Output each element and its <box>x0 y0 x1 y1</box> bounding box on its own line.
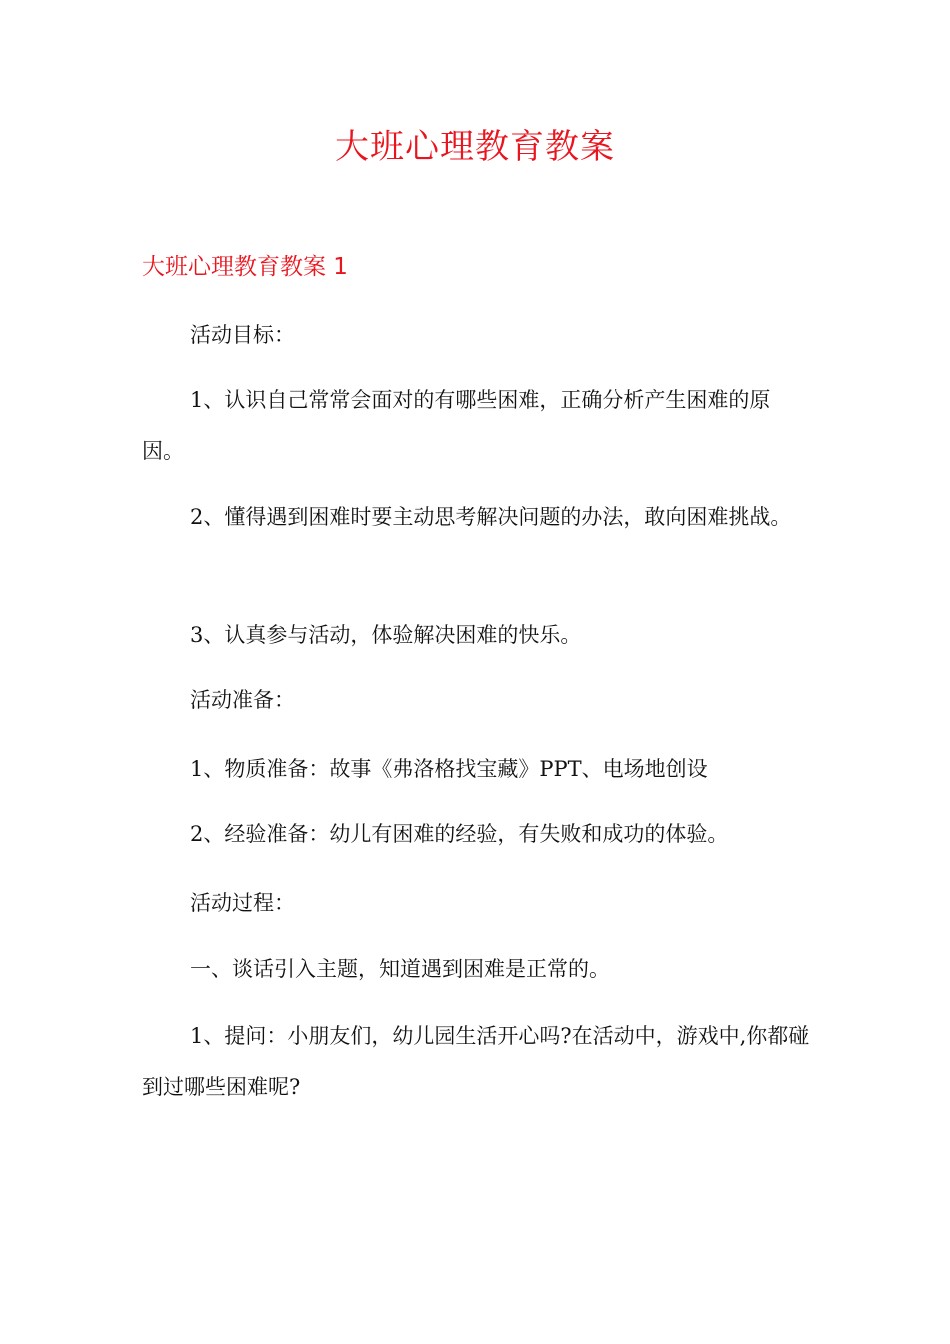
document-title: 大班心理教育教案 <box>335 127 615 167</box>
paragraph-goal-3: 3、认真参与活动，体验解决困难的快乐。 <box>190 623 582 647</box>
paragraph-activity-goals-label: 活动目标： <box>190 323 295 347</box>
paragraph-process-label: 活动过程： <box>190 891 295 915</box>
paragraph-goal-2: 2、懂得遇到困难时要主动思考解决问题的办法，敢向困难挑战。 <box>190 505 792 529</box>
paragraph-goal-1: 1、认识自己常常会面对的有哪些困难，正确分析产生困难的原因。 <box>142 388 771 463</box>
paragraph-preparation-label: 活动准备： <box>190 688 295 712</box>
paragraph-preparation-1: 1、物质准备：故事《弗洛格找宝藏》PPT、电场地创设 <box>190 757 708 781</box>
paragraph-process-step-1: 一、谈话引入主题，知道遇到困难是正常的。 <box>190 957 610 981</box>
paragraph-preparation-2: 2、经验准备：幼儿有困难的经验，有失败和成功的体验。 <box>190 822 729 846</box>
section-heading: 大班心理教育教案 1 <box>142 254 348 280</box>
paragraph-process-question-1: 1、提问：小朋友们，幼儿园生活开心吗?在活动中，游戏中,你都碰到过哪些困难呢? <box>142 1024 810 1099</box>
